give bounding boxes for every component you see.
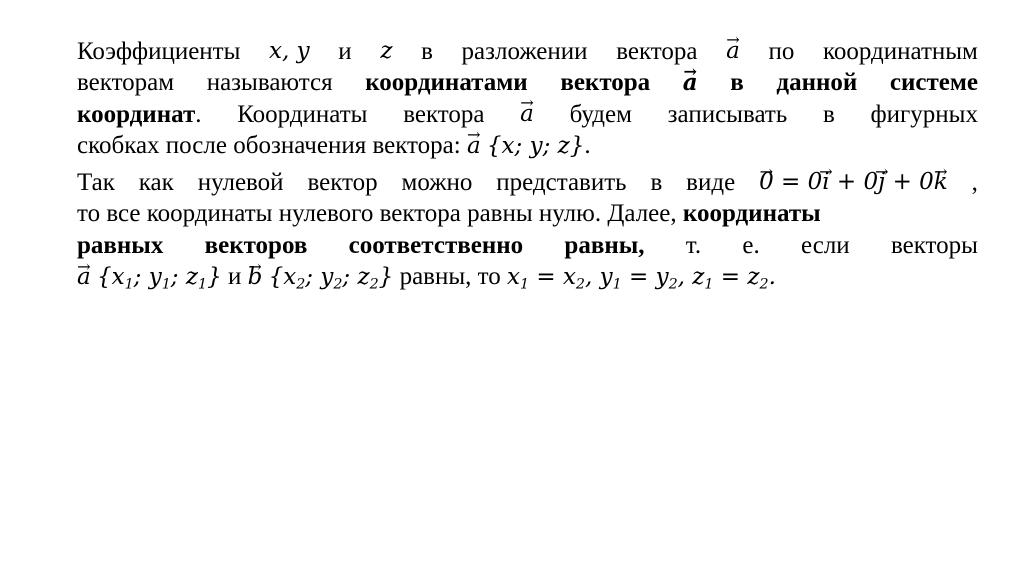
vector-a: a → (467, 131, 481, 162)
subscript: 2 (296, 276, 306, 293)
subscript: 1 (161, 276, 171, 293)
bold-word: системе (889, 69, 978, 97)
word: векторы (890, 231, 978, 259)
word: координатным (822, 38, 978, 65)
bold-word: координаты (682, 200, 821, 228)
math-text: , z (677, 264, 705, 291)
math-text: ; y (133, 264, 162, 291)
word: как (138, 169, 174, 197)
subscript: 2 (333, 276, 343, 293)
coords-a (96, 264, 222, 293)
word: в (421, 38, 433, 65)
word: Так (77, 169, 115, 197)
text: скобках после обозначения вектора: (77, 131, 461, 159)
subscript: 1 (124, 276, 134, 293)
word: нулевой (197, 169, 284, 197)
text-block (77, 36, 978, 292)
text: и (221, 263, 248, 291)
word: будем (569, 100, 632, 128)
p1-line-3 (77, 99, 978, 130)
vector-j: j → (878, 167, 885, 198)
period: . (584, 131, 591, 159)
math-text: ; z (170, 264, 198, 291)
math-text: } (378, 264, 394, 291)
bold-word: данной (776, 69, 858, 97)
p2-line-2 (77, 198, 978, 229)
vector-a: a → (77, 262, 91, 293)
math-plus: + 0 (829, 169, 879, 196)
period: . (195, 100, 202, 128)
word: Коэффициенты (77, 38, 241, 65)
word: называются (206, 69, 333, 97)
subscript: 1 (519, 276, 530, 293)
vector-a-bold: a → (683, 67, 698, 98)
word: векторам (77, 69, 175, 97)
bold-word: координатами (365, 69, 528, 97)
bold-word: вектора (560, 69, 651, 97)
math-coords: {x; y; z} (486, 132, 585, 159)
math-z: z (380, 38, 393, 64)
word: можно (401, 169, 473, 197)
word: по (768, 38, 795, 65)
math-text: = z (713, 264, 760, 291)
subscript: 1 (197, 276, 208, 293)
math-text: } (207, 264, 222, 291)
p2-line-3 (77, 230, 978, 261)
word: представить (496, 169, 627, 197)
word: Координаты (237, 100, 368, 128)
word: разложении (461, 38, 588, 65)
word: вектора (616, 38, 698, 65)
subscript: 2 (369, 276, 379, 293)
text: то все координаты нулевого вектора равны нулю. Далее, (77, 200, 677, 228)
vector-b: b → (248, 262, 263, 293)
math-text: x (506, 264, 520, 291)
p1-line-4 (77, 130, 978, 161)
math-plus: + 0 (885, 169, 934, 196)
math-text: ; z (342, 264, 370, 291)
bold-word: координат (77, 100, 196, 128)
math-text: {x (96, 264, 125, 291)
word: вектор (307, 169, 378, 197)
bold-word: равны, (564, 231, 645, 259)
math-eq: = 0 (773, 169, 823, 196)
word-group (77, 99, 202, 130)
math-text: . (768, 264, 776, 291)
comma: , (971, 169, 978, 197)
word: виде (686, 169, 736, 197)
word: т. (685, 231, 702, 259)
subscript: 1 (704, 276, 714, 293)
math-text: {x (268, 264, 297, 291)
word: записывать (667, 100, 788, 128)
bold-word: в (730, 69, 744, 97)
bold-word: векторов (204, 231, 308, 259)
bold-word: равных (77, 231, 164, 259)
zero-vector: 0 → (759, 167, 774, 198)
word: вектора (403, 100, 485, 128)
subscript: 2 (575, 276, 585, 293)
subscript: 2 (668, 276, 678, 293)
p2-line-1 (77, 167, 978, 198)
word: и (338, 38, 352, 65)
word: если (801, 231, 850, 259)
word: в (650, 169, 663, 197)
math-xy: x, y (269, 38, 310, 64)
text: равны, то (393, 263, 507, 291)
subscript: 2 (759, 276, 769, 293)
vector-i: i → (822, 167, 829, 198)
bold-word: соответственно (348, 231, 524, 259)
subscript: 1 (612, 276, 622, 293)
math-text: = y (621, 264, 669, 291)
word: е. (742, 231, 760, 259)
zero-vector-equation (759, 167, 948, 198)
math-text: , y (585, 264, 613, 291)
math-text: ; y (305, 264, 334, 291)
p1-line-1 (77, 36, 978, 67)
word: в (822, 100, 835, 128)
vector-a: a → (726, 36, 740, 67)
p2-line-4 (77, 261, 978, 292)
coords-b (268, 264, 394, 293)
word: фигурных (870, 100, 978, 128)
vector-a: a → (520, 99, 534, 130)
vector-k: k → (934, 167, 948, 198)
math-text: = x (529, 264, 576, 291)
equality-math (506, 264, 776, 293)
